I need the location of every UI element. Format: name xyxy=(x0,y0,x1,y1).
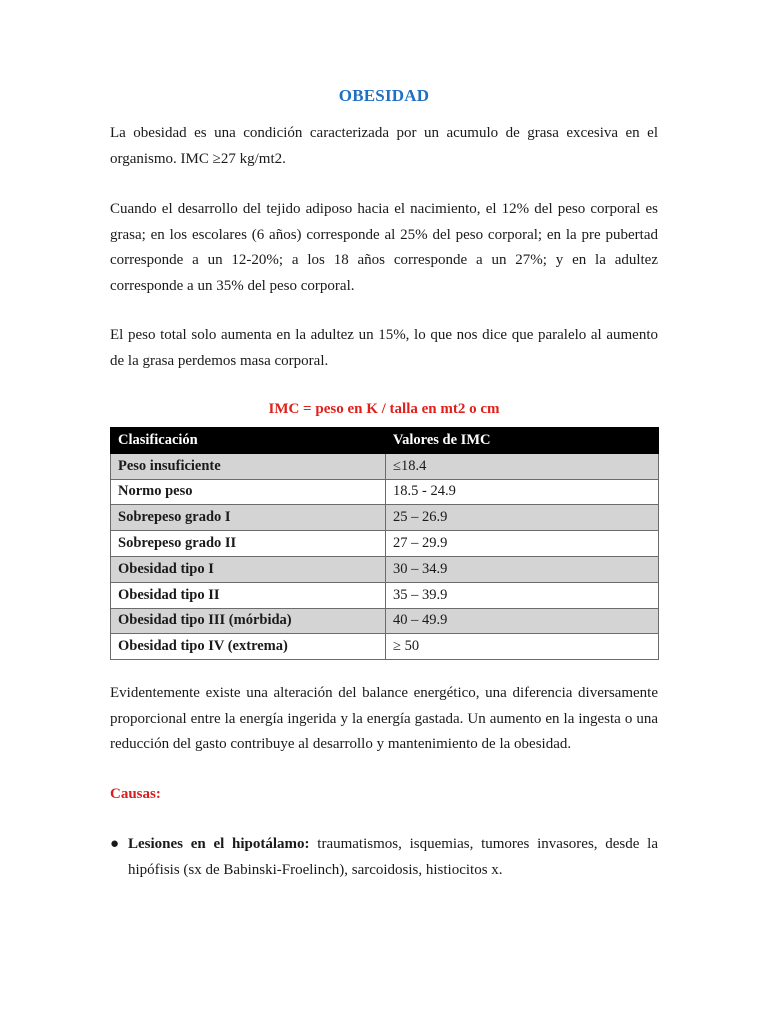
row-clasificacion: Sobrepeso grado II xyxy=(111,531,386,557)
table-header-row xyxy=(111,428,659,454)
header-valores: Valores de IMC xyxy=(386,428,659,454)
row-clasificacion: Obesidad tipo II xyxy=(111,582,386,608)
header-clasificacion: Clasificación xyxy=(111,428,386,454)
table-row xyxy=(111,634,659,660)
row-valor: 18.5 - 24.9 xyxy=(386,479,659,505)
page-title: OBESIDAD xyxy=(338,86,430,105)
paragraph-definition: La obesidad es una condición caracterizada por un acumulo de grasa excesiva en el organismo. IMC ≥27 kg/mt2. xyxy=(110,125,658,167)
bullet-term: Lesiones en el hipotálamo: xyxy=(128,836,310,852)
paragraph-weight-increase: El peso total solo aumenta en la adultez un 15%, lo que nos dice que paralelo al aumento de la grasa perdemos masa corporal. xyxy=(110,327,658,369)
table-row xyxy=(111,556,659,582)
imc-table xyxy=(110,427,659,660)
row-clasificacion: Obesidad tipo IV (extrema) xyxy=(111,634,386,660)
table-row xyxy=(111,608,659,634)
table-row xyxy=(111,453,659,479)
row-valor: ≥ 50 xyxy=(386,634,659,660)
table-row xyxy=(111,479,659,505)
row-valor: 40 – 49.9 xyxy=(386,608,659,634)
row-valor: 25 – 26.9 xyxy=(386,505,659,531)
row-valor: 30 – 34.9 xyxy=(386,556,659,582)
bullet-dot-icon: ● xyxy=(110,836,120,852)
row-clasificacion: Peso insuficiente xyxy=(111,453,386,479)
row-valor: 35 – 39.9 xyxy=(386,582,659,608)
bullet-text xyxy=(128,832,658,883)
paragraph-energy-balance: Evidentemente existe una alteración del balance energético, una diferencia diversamente proporcional entre la energía ingerida y la energía gastada. Un aumento en la ingesta o una reducción del gasto contribuye al desarrollo y mantenimiento de la obesidad. xyxy=(110,685,658,752)
table-row xyxy=(111,531,659,557)
list-item xyxy=(110,832,658,883)
table-row xyxy=(111,505,659,531)
row-clasificacion: Obesidad tipo I xyxy=(111,556,386,582)
imc-formula: IMC = peso en K / talla en mt2 o cm xyxy=(268,401,500,417)
table-row xyxy=(111,582,659,608)
paragraph-adipose-development: Cuando el desarrollo del tejido adiposo hacia el nacimiento, el 12% del peso corporal es grasa; en los escolares (6 años) corresponde al 25% del peso corporal; en la pre pubertad corresponde a un 12-20%; a los 18 años corresponde a un 27%; y en la adultez corresponde a un 35% del peso corporal. xyxy=(110,201,658,294)
causas-heading: Causas: xyxy=(110,786,161,802)
row-clasificacion: Obesidad tipo III (mórbida) xyxy=(111,608,386,634)
row-clasificacion: Normo peso xyxy=(111,479,386,505)
bullet-description: traumatismos, isquemias, tumores invasores, desde la hipófisis (sx de Babinski-Froelinch), sarcoidosis, histiocitos x. xyxy=(128,836,658,878)
row-clasificacion: Sobrepeso grado I xyxy=(111,505,386,531)
row-valor: ≤18.4 xyxy=(386,453,659,479)
row-valor: 27 – 29.9 xyxy=(386,531,659,557)
